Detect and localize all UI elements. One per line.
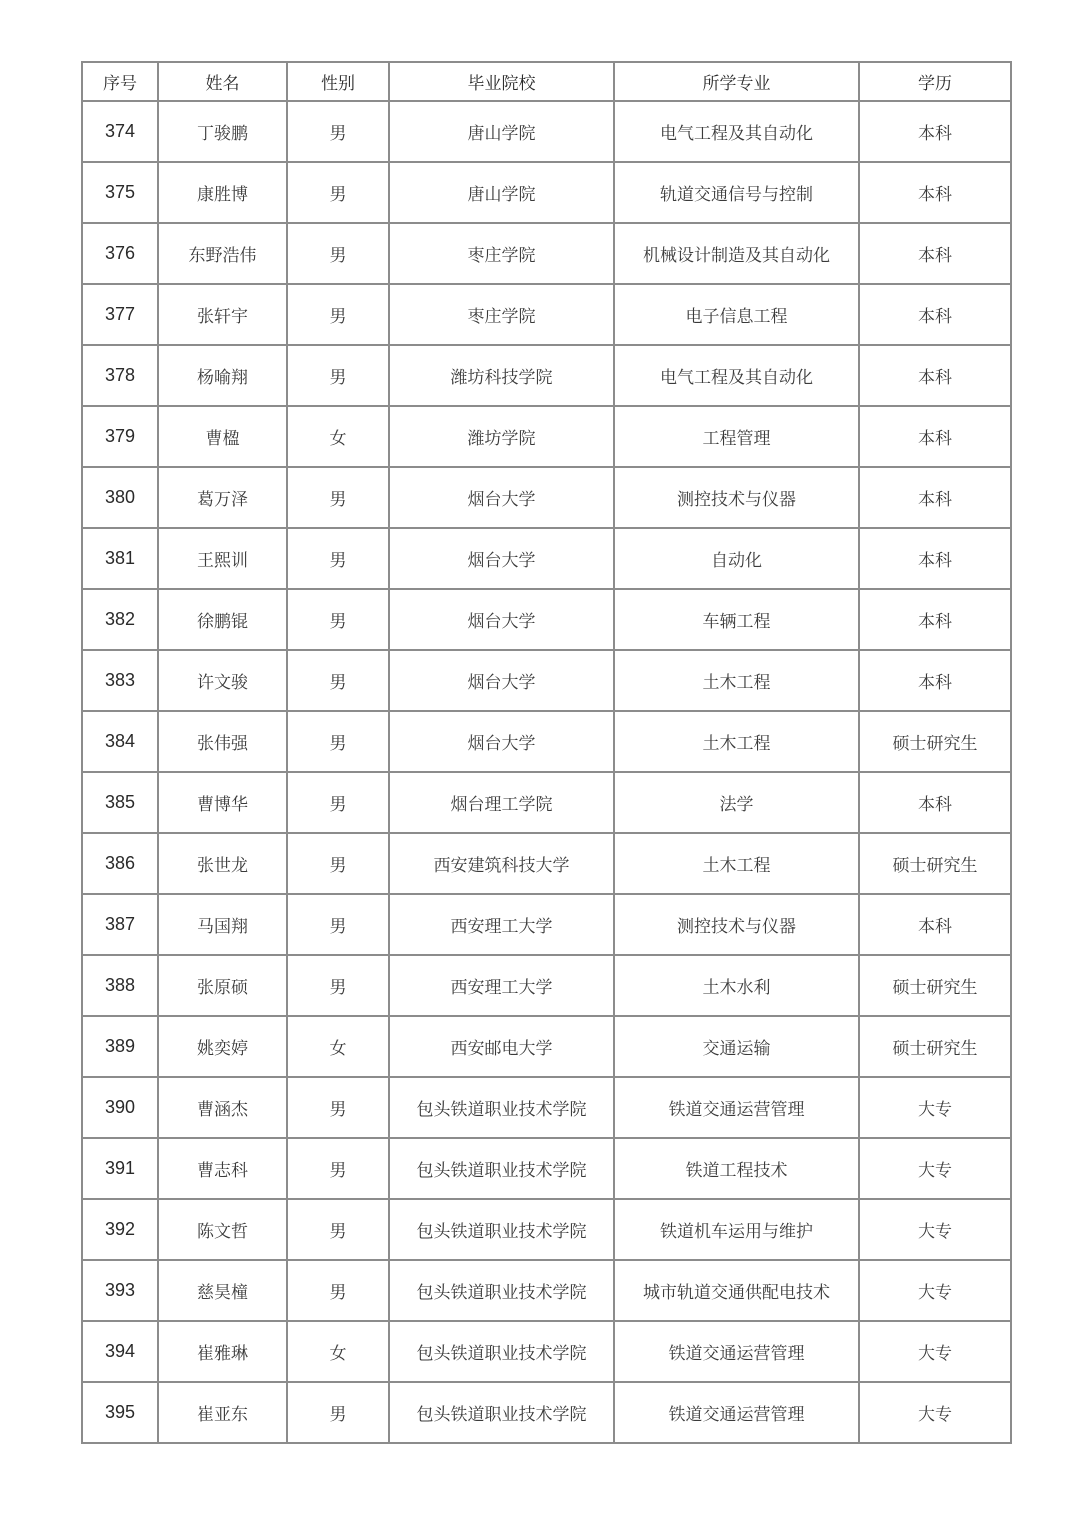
cell-serial-number: 394 [82, 1321, 158, 1382]
cell-gender: 男 [287, 1382, 389, 1443]
cell-name: 姚奕婷 [158, 1016, 287, 1077]
cell-name: 王熙训 [158, 528, 287, 589]
cell-major: 铁道交通运营管理 [614, 1321, 859, 1382]
cell-serial-number: 386 [82, 833, 158, 894]
cell-education: 硕士研究生 [859, 833, 1011, 894]
cell-name: 徐鹏锟 [158, 589, 287, 650]
header-education: 学历 [859, 62, 1011, 101]
cell-serial-number: 387 [82, 894, 158, 955]
cell-school: 西安理工大学 [389, 894, 614, 955]
table-row [82, 467, 1011, 528]
cell-name: 许文骏 [158, 650, 287, 711]
cell-education: 硕士研究生 [859, 711, 1011, 772]
cell-education: 大专 [859, 1321, 1011, 1382]
cell-gender: 男 [287, 711, 389, 772]
header-name: 姓名 [158, 62, 287, 101]
cell-major: 土木水利 [614, 955, 859, 1016]
roster-table [81, 61, 1012, 1444]
table-row [82, 955, 1011, 1016]
cell-major: 电气工程及其自动化 [614, 345, 859, 406]
cell-gender: 男 [287, 833, 389, 894]
cell-school: 包头铁道职业技术学院 [389, 1260, 614, 1321]
cell-name: 葛万泽 [158, 467, 287, 528]
roster-document [81, 61, 1010, 1444]
cell-gender: 女 [287, 1321, 389, 1382]
cell-serial-number: 382 [82, 589, 158, 650]
cell-school: 包头铁道职业技术学院 [389, 1321, 614, 1382]
cell-serial-number: 374 [82, 101, 158, 162]
cell-serial-number: 385 [82, 772, 158, 833]
cell-serial-number: 395 [82, 1382, 158, 1443]
table-row [82, 1199, 1011, 1260]
cell-school: 烟台理工学院 [389, 772, 614, 833]
cell-school: 枣庄学院 [389, 284, 614, 345]
cell-school: 包头铁道职业技术学院 [389, 1138, 614, 1199]
table-row [82, 1016, 1011, 1077]
table-row [82, 1382, 1011, 1443]
cell-gender: 男 [287, 772, 389, 833]
cell-major: 铁道工程技术 [614, 1138, 859, 1199]
cell-major: 铁道交通运营管理 [614, 1382, 859, 1443]
table-row [82, 589, 1011, 650]
header-gender: 性别 [287, 62, 389, 101]
table-body [82, 101, 1011, 1443]
cell-gender: 男 [287, 223, 389, 284]
table-row [82, 1077, 1011, 1138]
header-row [82, 62, 1011, 101]
cell-education: 本科 [859, 772, 1011, 833]
cell-school: 烟台大学 [389, 650, 614, 711]
header-school: 毕业院校 [389, 62, 614, 101]
cell-major: 机械设计制造及其自动化 [614, 223, 859, 284]
cell-serial-number: 392 [82, 1199, 158, 1260]
cell-gender: 男 [287, 894, 389, 955]
cell-name: 张原硕 [158, 955, 287, 1016]
cell-major: 城市轨道交通供配电技术 [614, 1260, 859, 1321]
cell-gender: 男 [287, 162, 389, 223]
header-serial-number: 序号 [82, 62, 158, 101]
cell-serial-number: 379 [82, 406, 158, 467]
cell-name: 康胜博 [158, 162, 287, 223]
cell-gender: 男 [287, 284, 389, 345]
cell-school: 西安理工大学 [389, 955, 614, 1016]
cell-serial-number: 381 [82, 528, 158, 589]
cell-name: 曹博华 [158, 772, 287, 833]
cell-education: 本科 [859, 589, 1011, 650]
cell-major: 铁道机车运用与维护 [614, 1199, 859, 1260]
cell-major: 铁道交通运营管理 [614, 1077, 859, 1138]
cell-name: 张轩宇 [158, 284, 287, 345]
cell-serial-number: 375 [82, 162, 158, 223]
cell-education: 大专 [859, 1199, 1011, 1260]
cell-major: 电气工程及其自动化 [614, 101, 859, 162]
cell-major: 交通运输 [614, 1016, 859, 1077]
cell-gender: 女 [287, 1016, 389, 1077]
table-row [82, 223, 1011, 284]
cell-major: 测控技术与仪器 [614, 894, 859, 955]
cell-name: 东野浩伟 [158, 223, 287, 284]
cell-serial-number: 393 [82, 1260, 158, 1321]
cell-name: 陈文哲 [158, 1199, 287, 1260]
cell-serial-number: 380 [82, 467, 158, 528]
cell-major: 法学 [614, 772, 859, 833]
cell-education: 本科 [859, 467, 1011, 528]
table-row [82, 528, 1011, 589]
cell-major: 土木工程 [614, 711, 859, 772]
cell-name: 曹志科 [158, 1138, 287, 1199]
table-row [82, 101, 1011, 162]
cell-education: 本科 [859, 284, 1011, 345]
cell-gender: 男 [287, 1077, 389, 1138]
table-row [82, 406, 1011, 467]
cell-gender: 男 [287, 528, 389, 589]
cell-gender: 男 [287, 650, 389, 711]
table-row [82, 1138, 1011, 1199]
cell-school: 包头铁道职业技术学院 [389, 1199, 614, 1260]
cell-school: 潍坊学院 [389, 406, 614, 467]
cell-school: 唐山学院 [389, 101, 614, 162]
cell-name: 丁骏鹏 [158, 101, 287, 162]
cell-major: 土木工程 [614, 833, 859, 894]
cell-name: 曹涵杰 [158, 1077, 287, 1138]
cell-school: 枣庄学院 [389, 223, 614, 284]
cell-education: 本科 [859, 406, 1011, 467]
cell-serial-number: 391 [82, 1138, 158, 1199]
cell-gender: 男 [287, 1138, 389, 1199]
cell-gender: 女 [287, 406, 389, 467]
cell-name: 张世龙 [158, 833, 287, 894]
cell-gender: 男 [287, 345, 389, 406]
cell-school: 烟台大学 [389, 711, 614, 772]
cell-major: 电子信息工程 [614, 284, 859, 345]
cell-gender: 男 [287, 467, 389, 528]
cell-education: 大专 [859, 1260, 1011, 1321]
cell-serial-number: 384 [82, 711, 158, 772]
cell-serial-number: 389 [82, 1016, 158, 1077]
table-row [82, 772, 1011, 833]
cell-serial-number: 378 [82, 345, 158, 406]
cell-education: 本科 [859, 650, 1011, 711]
cell-major: 测控技术与仪器 [614, 467, 859, 528]
cell-gender: 男 [287, 1260, 389, 1321]
cell-school: 西安建筑科技大学 [389, 833, 614, 894]
table-row [82, 711, 1011, 772]
table-row [82, 284, 1011, 345]
cell-education: 本科 [859, 894, 1011, 955]
cell-name: 慈昊橦 [158, 1260, 287, 1321]
cell-school: 包头铁道职业技术学院 [389, 1382, 614, 1443]
table-row [82, 345, 1011, 406]
cell-major: 自动化 [614, 528, 859, 589]
cell-serial-number: 376 [82, 223, 158, 284]
cell-education: 硕士研究生 [859, 955, 1011, 1016]
table-row [82, 162, 1011, 223]
cell-gender: 男 [287, 101, 389, 162]
header-major: 所学专业 [614, 62, 859, 101]
cell-school: 唐山学院 [389, 162, 614, 223]
table-row [82, 894, 1011, 955]
cell-major: 土木工程 [614, 650, 859, 711]
cell-education: 硕士研究生 [859, 1016, 1011, 1077]
cell-gender: 男 [287, 1199, 389, 1260]
cell-major: 工程管理 [614, 406, 859, 467]
cell-name: 曹楹 [158, 406, 287, 467]
cell-gender: 男 [287, 955, 389, 1016]
cell-education: 本科 [859, 162, 1011, 223]
cell-school: 烟台大学 [389, 467, 614, 528]
cell-school: 烟台大学 [389, 528, 614, 589]
cell-education: 大专 [859, 1382, 1011, 1443]
table-row [82, 833, 1011, 894]
cell-serial-number: 377 [82, 284, 158, 345]
cell-education: 本科 [859, 345, 1011, 406]
cell-education: 本科 [859, 223, 1011, 284]
cell-education: 本科 [859, 528, 1011, 589]
cell-serial-number: 383 [82, 650, 158, 711]
cell-education: 本科 [859, 101, 1011, 162]
cell-gender: 男 [287, 589, 389, 650]
table-row [82, 1321, 1011, 1382]
cell-education: 大专 [859, 1077, 1011, 1138]
cell-name: 崔雅琳 [158, 1321, 287, 1382]
cell-school: 潍坊科技学院 [389, 345, 614, 406]
cell-name: 马国翔 [158, 894, 287, 955]
cell-major: 车辆工程 [614, 589, 859, 650]
cell-name: 杨喻翔 [158, 345, 287, 406]
cell-serial-number: 388 [82, 955, 158, 1016]
cell-major: 轨道交通信号与控制 [614, 162, 859, 223]
cell-name: 崔亚东 [158, 1382, 287, 1443]
table-row [82, 650, 1011, 711]
cell-school: 烟台大学 [389, 589, 614, 650]
cell-school: 西安邮电大学 [389, 1016, 614, 1077]
table-row [82, 1260, 1011, 1321]
cell-education: 大专 [859, 1138, 1011, 1199]
cell-school: 包头铁道职业技术学院 [389, 1077, 614, 1138]
cell-serial-number: 390 [82, 1077, 158, 1138]
cell-name: 张伟强 [158, 711, 287, 772]
